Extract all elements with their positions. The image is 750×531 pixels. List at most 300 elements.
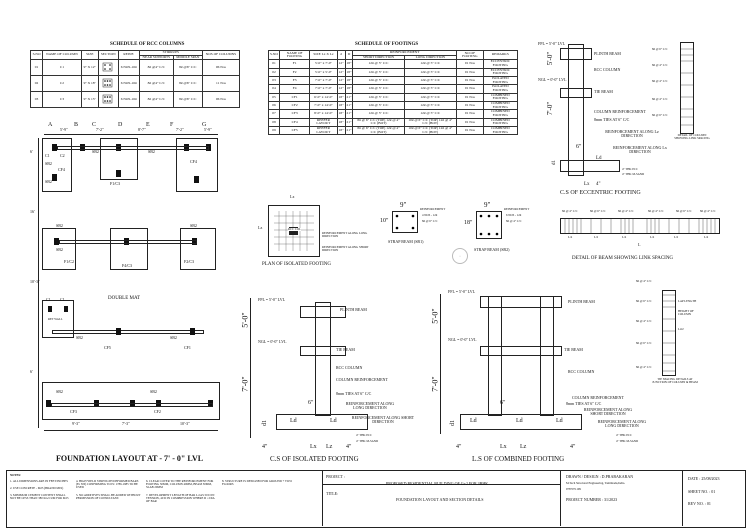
- cell: 7'-0" x 14'-0": [310, 102, 337, 110]
- label-f4c3: F4/C3: [122, 263, 133, 268]
- label-fpl: FPL = 5'-0" LVL: [538, 41, 566, 46]
- table-row: [269, 68, 518, 76]
- cell: COMBINED FOOTING: [483, 110, 517, 118]
- label-ties: 8mm TIES AT 6" C/C: [594, 117, 630, 122]
- cell: 04: [269, 85, 280, 93]
- cell: CF2: [279, 102, 309, 110]
- dimension: d1: [450, 420, 456, 426]
- note-item: 8. STRUCTURE IS DESIGNED FOR GROUND + TWO FLOORS: [222, 479, 292, 486]
- label-plinth-beam: PLINTH BEAM: [594, 51, 621, 56]
- dimension-line: [44, 134, 218, 135]
- cell: 8# @6" C/C: [173, 76, 202, 92]
- label-spacing: 8# @ 4" C/C: [618, 209, 634, 213]
- label-span: L/2: [674, 235, 679, 239]
- label-sand: 4" THK M-SAND: [622, 172, 645, 176]
- label-link-detail: DETAIL OF COLUMN SHOWING LINK SPACING: [674, 133, 710, 140]
- cell: 6 NOS-16#: [118, 76, 139, 92]
- divider: [682, 470, 683, 526]
- grid-letter: G: [202, 122, 207, 128]
- label-cf4: CF4: [58, 167, 65, 172]
- label-cf2: CF2: [154, 409, 161, 414]
- sheet-no: SHEET NO. : 01: [688, 489, 716, 494]
- strap-beam: [51, 403, 213, 407]
- cell: 09: [269, 127, 280, 135]
- tie-beam: [480, 346, 562, 356]
- beam-link-title: DETAIL OF BEAM SHOWING LINK SPACING: [572, 256, 674, 261]
- dimension: d1: [552, 160, 557, 165]
- col-header: D: [345, 51, 353, 60]
- label-c1: C1: [45, 153, 50, 158]
- col-header: SHORT DIRECTION: [353, 55, 404, 60]
- label-reinf-long: REINFORCEMENT ALONG LONG DIRECTION: [322, 231, 368, 238]
- label-length: L: [638, 242, 641, 247]
- dimension: d1: [262, 420, 268, 426]
- cell: 21": [345, 93, 353, 101]
- dimension: 10": [380, 218, 389, 224]
- dimension-line: [38, 138, 39, 428]
- label-ties: 8mm TIES AT 6" C/C: [566, 401, 602, 406]
- dimension: 18": [464, 220, 473, 226]
- cell: F2: [279, 68, 309, 76]
- table-row: [31, 76, 240, 92]
- label-sb2-ties: 8# @ 4" C/C: [506, 219, 522, 223]
- dimension: 5'-0": [546, 51, 555, 66]
- cell: 12# @ 5" C/C: [353, 110, 404, 118]
- dimension: Ld: [330, 418, 337, 424]
- label-reinf-short: REINFORCEMENT ALONG SHORT DIRECTION: [322, 245, 369, 252]
- label-spacing: 8# @ 4" C/C: [636, 319, 652, 323]
- label-reinf-short: REINFORCEMENT ALONG SHORT DIRECTION: [583, 407, 633, 416]
- label-pcc: 4" THK PCC: [356, 433, 373, 437]
- label-reinforcement: REINFORCEMENT: [420, 207, 446, 211]
- strap-beam: [57, 146, 209, 150]
- cell: 7'-0" x 7'-0": [310, 85, 337, 93]
- phone: 9787071199: [566, 487, 581, 491]
- cell: COMBINED FOOTING: [483, 118, 517, 126]
- label-sb2-bars: 6 NOS - 12#: [506, 213, 522, 217]
- cell: F3: [279, 77, 309, 85]
- cell: 21": [345, 127, 353, 135]
- dimension: 5'-0": [240, 312, 250, 328]
- column: [64, 306, 68, 312]
- label-spacing: 8# @ 4" C/C: [652, 79, 668, 83]
- cell: 8# @6" C/C: [173, 92, 202, 108]
- cell: 12": [337, 60, 345, 68]
- eccentric-footing-base: [560, 160, 620, 172]
- label-reinforcement: REINFORCEMENT: [504, 207, 530, 211]
- col-header: LONG DIRECTION: [404, 55, 456, 60]
- cell: 12# @ 5" C/C: [404, 93, 456, 101]
- label-spacing: 8# @ 4" C/C: [636, 279, 652, 283]
- project-number: PROJECT NUMBER : 31/2023: [566, 497, 618, 502]
- cell: 18": [345, 77, 353, 85]
- column: [48, 306, 52, 312]
- col-header: NAME OF COLUMN: [43, 51, 82, 60]
- cell: CF4: [279, 118, 309, 126]
- label-reinf-long: REINFORCEMENT ALONG Lz DIRECTION: [605, 129, 659, 138]
- project-name: PROPOSED RESIDENTIAL BUILDING OF G+2 FOR 3BHK: [386, 481, 489, 486]
- label-span: L/2: [594, 235, 599, 239]
- dimension: 6": [576, 144, 582, 150]
- label-sb2: SB2: [150, 389, 157, 394]
- rev-no: REV NO. : 01: [688, 501, 711, 506]
- cell: 8# @ 6" C/C (TOP) 12# @ 4" C/C (BOT): [353, 127, 404, 135]
- junction-tie-detail: [662, 290, 676, 376]
- cell: 5'-0" x 5'-0": [310, 68, 337, 76]
- cell: 21": [345, 110, 353, 118]
- grid-letter: B: [74, 122, 79, 128]
- col-header: S.NO: [269, 51, 280, 60]
- dimension-line: [250, 298, 251, 438]
- cell: 06 Nos: [202, 92, 239, 108]
- label-spacing: 8# @ 4" C/C: [562, 209, 578, 213]
- column-section-sketch: [98, 60, 118, 76]
- cell: 8# @4" C/C: [139, 76, 173, 92]
- cell: 18": [345, 85, 353, 93]
- col-header: NOS OF COLUMNS: [202, 51, 239, 60]
- dimension: Lx: [290, 194, 295, 199]
- label-spacing: 8# @ 6" C/C: [590, 209, 606, 213]
- label-spacing: 8# @ 6" C/C: [636, 299, 652, 303]
- cell: 01 Nos: [457, 102, 484, 110]
- label-fpl: FPL = 5'-0" LVL: [258, 297, 286, 302]
- watermark-logo: ⌂: [452, 248, 468, 264]
- cell: C1: [43, 60, 82, 76]
- cell: 6 NOS-16#: [118, 92, 139, 108]
- note-item: 7. DEVELOPMENT LENGTH OF BAR Ld AS 50 D IN TENSION, 40 D IN COMPRESSION WHERE D = DIA OF BAR: [146, 493, 215, 503]
- cell: 21": [345, 118, 353, 126]
- label-sand: 4" THK M-SAND: [356, 439, 379, 443]
- footings-title: SCHEDULE OF FOOTINGS: [355, 42, 419, 47]
- grid-letter: D: [118, 122, 123, 128]
- col-header: REINF.: [118, 51, 139, 60]
- label-ngl: NGL = 0'-0" LVL: [258, 339, 287, 344]
- label-ffl: FFL = 5'-0" LVL: [448, 289, 476, 294]
- table-row: [269, 110, 518, 118]
- column: [116, 328, 121, 335]
- cell: 18": [337, 127, 345, 135]
- col-header: SIZE: [81, 51, 98, 60]
- strap-beam: [59, 240, 197, 244]
- cell: 07: [269, 110, 280, 118]
- label-reinf-short: REINFORCEMENT ALONG SHORT DIRECTION: [351, 415, 415, 424]
- table-row: [269, 102, 518, 110]
- grid-letter: C: [92, 122, 97, 128]
- cell: 5'-0" x 7'-0": [310, 60, 337, 68]
- col-header: d: [337, 51, 345, 60]
- eccentric-title: C.S OF ECCENTRIC FOOTING: [560, 190, 641, 196]
- column: [194, 176, 199, 183]
- label-rcc-column: RCC COLUMN: [336, 365, 363, 370]
- column-section-sketch: [98, 92, 118, 108]
- cell: 7'-0" x 7'-0": [310, 77, 337, 85]
- label-ngl: NGL = 0'-0" LVL: [448, 337, 477, 342]
- cell: 02: [31, 76, 43, 92]
- sb1-title: STRAP BEAM (SB1): [388, 239, 424, 244]
- cell: F4: [279, 85, 309, 93]
- cell: 01: [31, 60, 43, 76]
- label-sb1-bars: 4 NOS - 12#: [422, 213, 438, 217]
- cell: ECCENTRIC FOOTING: [483, 68, 517, 76]
- plinth-beam: [560, 48, 592, 60]
- col-header: STIRRUPS: [139, 51, 202, 56]
- label-plinth-beam: PLINTH BEAM: [568, 299, 595, 304]
- qualification: M.Tech Structural Engineering, Tamilnadu,India.: [566, 481, 626, 485]
- beam-elevation: [560, 218, 720, 234]
- strap-beam: [52, 330, 204, 334]
- cell: 01 Nos: [457, 77, 484, 85]
- label-spacing: 8# @ 6" C/C: [652, 47, 668, 51]
- cell: 18": [337, 118, 345, 126]
- label-spacing: 8# @ 4" C/C: [648, 209, 664, 213]
- label-col-reinf: COLUMN REINFORCEMENT: [336, 377, 388, 382]
- drawing-title: FOUNDATION LAYOUT AND SECTION DETAILS: [396, 497, 484, 502]
- cell: 12": [337, 77, 345, 85]
- dimension: 7'-0": [430, 376, 440, 392]
- cell: 01 Nos: [457, 85, 484, 93]
- dimension: Lz: [258, 225, 263, 230]
- notes-title: NOTES:: [10, 473, 22, 477]
- isolated-footing-plan: [268, 205, 320, 257]
- label-tie-beam: TIE BEAM: [564, 347, 583, 352]
- label-spacing: 8# @ 6" C/C: [676, 209, 692, 213]
- cell: CF5: [279, 127, 309, 135]
- cell: 12# @ 5" C/C: [353, 68, 404, 76]
- combined-column-left: [488, 296, 502, 416]
- column: [190, 328, 195, 335]
- cell: 05: [269, 93, 280, 101]
- label-spacing: 8# @ 4" C/C: [700, 209, 716, 213]
- table-row: [31, 92, 240, 108]
- dimension: 4": [570, 444, 576, 450]
- label-pcc: 4" THK PCC: [622, 167, 639, 171]
- cell: 03: [31, 92, 43, 108]
- note-item: 1. ALL DIMENSIONS ARE IN FEET/INCHES: [10, 479, 68, 483]
- cell: CF3: [279, 110, 309, 118]
- cell: 12# @ 5" C/C: [404, 110, 456, 118]
- divider: [322, 470, 323, 526]
- note-item: 6. CLEAR COVER TO THE REINFORCEMENT FOR FOOTING 50MM, COLUMN 40MM, BEAM 30MM, SLAB 20MM: [146, 479, 214, 489]
- dimension: 7'-0": [240, 376, 250, 392]
- column: [52, 174, 57, 181]
- cell: 18": [337, 110, 345, 118]
- rcc-columns-table: [30, 50, 240, 108]
- dimension: 7'-2": [96, 127, 104, 132]
- label-cf5: CF5: [104, 345, 111, 350]
- cell: 12# @ 5" C/C: [404, 68, 456, 76]
- cell: COMBINED FOOTING: [483, 127, 517, 135]
- label-sb1-ties: 8# @ 6" C/C: [422, 219, 438, 223]
- dimension: 10'-3": [30, 279, 40, 284]
- note-item: 4. HIGH YIELD STRENGTH DEFORMED BARS (Fe 500) CONFIRMING TO IS: 1786-1985 TO BE USED: [76, 479, 139, 489]
- rcc-columns-title: SCHEDULE OF RCC COLUMNS: [110, 42, 185, 47]
- note-item: 5. NO ADDITIVES SHALL BE ADDED WITHOUT PERMISSION OF CONSULTANT.: [76, 493, 141, 500]
- cell: 01 Nos: [457, 60, 484, 68]
- dimension: Ld: [290, 418, 297, 424]
- dimension: 4": [262, 444, 268, 450]
- cell: 02: [269, 68, 280, 76]
- cell: 18": [337, 102, 345, 110]
- label-ngl: NGL = 0'-0" LVL: [538, 77, 567, 82]
- dimension: 4": [596, 182, 601, 187]
- cell: 18": [337, 93, 345, 101]
- label-height: HEIGHT OF COLUMN: [678, 309, 694, 316]
- cell: 08: [269, 118, 280, 126]
- cell: 06 Nos: [202, 60, 239, 76]
- dimension: 6': [30, 149, 33, 154]
- cell: COMBINED FOOTING: [483, 93, 517, 101]
- table-row: [269, 77, 518, 85]
- label-span: L/4: [650, 235, 655, 239]
- dimension: 7'-2": [176, 127, 184, 132]
- dimension: 5'-0": [430, 308, 440, 324]
- cell: 21": [345, 102, 353, 110]
- label-reinf-short: REINFORCEMENT ALONG Lx DIRECTION: [613, 145, 667, 154]
- label-reinf-long: REINFORCEMENT ALONG LONG DIRECTION: [597, 419, 647, 428]
- cell: 12# @ 5" C/C: [353, 60, 404, 68]
- label-lap-length: LAP LENGTH: [678, 299, 697, 303]
- dimension: 6": [500, 400, 506, 406]
- label-cf3: CF3: [70, 409, 77, 414]
- label-sand: 4" THK M-SAND: [616, 439, 639, 443]
- foundation-title: FOUNDATION LAYOUT AT - 7' - 0" LVL: [56, 454, 204, 463]
- label-c1: C1: [46, 297, 51, 302]
- label-col-reinf: COLUMN REINFORCEMENT: [594, 109, 646, 114]
- label-cf1: CF1: [184, 345, 191, 350]
- isolated-plan-title: PLAN OF ISOLATED FOOTING: [262, 262, 332, 267]
- dimension: 4": [346, 444, 352, 450]
- dimension: Lz: [326, 444, 333, 450]
- col-header: NEAR SUPPORTS: [139, 55, 173, 60]
- label-sb2: SB2: [190, 223, 197, 228]
- dimension: Ld: [470, 418, 477, 424]
- dimension: Lx: [310, 444, 317, 450]
- label-junction: TIE SPACING DETAILS AT JUNCTION OF COLUMN & BEAM: [652, 377, 698, 384]
- cell: COMBINED FOOTING: [483, 102, 517, 110]
- cell: 06: [269, 102, 280, 110]
- cell: 8# @6" C/C: [173, 60, 202, 76]
- strap-beam-sb1-section: [392, 211, 418, 233]
- col-header: REMARKS: [483, 51, 517, 60]
- dimension: Ld: [516, 418, 523, 424]
- label-sb2: SB2: [92, 149, 99, 154]
- label-f1c2: F1/C2: [64, 259, 75, 264]
- label-cf4: CF4: [190, 159, 197, 164]
- cell: 01 Nos: [457, 118, 484, 126]
- cell: C3: [43, 92, 82, 108]
- footings-table: [268, 50, 518, 135]
- label-plinth-beam: PLINTH BEAM: [340, 307, 367, 312]
- cell: 12# @ 5" C/C: [353, 102, 404, 110]
- cell: 12# @ 5" C/C: [353, 85, 404, 93]
- label-col-reinf: COLUMN REINFORCEMENT: [572, 395, 624, 400]
- dimension: 10'-3": [180, 421, 190, 426]
- label-rcc-column: RCC COLUMN: [568, 369, 595, 374]
- dimension: Ld: [596, 156, 602, 161]
- table-row: [269, 93, 518, 101]
- cs-isolated-title: C.S OF ISOLATED FOOTING: [270, 455, 359, 463]
- eccentric-column: [568, 44, 584, 176]
- label-spacing: 8# @ 4" C/C: [652, 63, 668, 67]
- col-header: REINFORCEMENT: [353, 51, 457, 56]
- grid-letter: F: [170, 122, 174, 128]
- dimension: 7'-0": [546, 101, 555, 116]
- label-span: L/4: [622, 235, 627, 239]
- table-row: [269, 127, 518, 135]
- cell: 01: [269, 60, 280, 68]
- date: DATE : 25/08/2023: [688, 476, 720, 481]
- cell: 9" X 12": [81, 60, 98, 76]
- cell: 6'-0" x 14'-0": [310, 93, 337, 101]
- grid-letter: A: [48, 122, 53, 128]
- cell: F1: [279, 60, 309, 68]
- grid-letter: E: [146, 122, 150, 128]
- cell: 03: [269, 77, 280, 85]
- cell: 01 Nos: [457, 93, 484, 101]
- label-rcc-col: RCC COL: [288, 227, 301, 231]
- label-double-mat: DOUBLE MAT: [108, 296, 141, 301]
- note-item: 3. MINIMUM CEMENT CONTENT SHALL NOT BE LESS THAN 380 KG/CUM FOR M25: [10, 493, 69, 500]
- project-label: PROJECT :: [326, 474, 345, 479]
- cell: 8# @ 6" C/C (TOP) 12# @ 4" C/C (BOT): [353, 118, 404, 126]
- cell: 12# @ 5" C/C: [353, 77, 404, 85]
- cell: 12": [337, 85, 345, 93]
- dimension: Ld: [556, 418, 563, 424]
- cell: 12# @ 5" C/C: [404, 85, 456, 93]
- cell: ECCENTRIC FOOTING: [483, 60, 517, 68]
- isolated-column: [315, 302, 331, 416]
- dimension: 5'-9": [204, 127, 212, 132]
- table-row: [31, 60, 240, 76]
- cell: 8# @4" C/C: [139, 92, 173, 108]
- note-item: 2. USE CONCRETE - M25 (BRAND MIX): [10, 486, 64, 490]
- col-header: SIZE Lx X Lz: [310, 51, 337, 60]
- cell: 18": [345, 60, 353, 68]
- dimension: 16': [30, 209, 35, 214]
- column: [116, 170, 121, 177]
- drawn-by: DRAWN / DESIGN : D.PRABAKARAN: [566, 474, 634, 479]
- label-span: L/4: [568, 235, 573, 239]
- cell: 01 Nos: [457, 127, 484, 135]
- tie-beam: [560, 88, 592, 98]
- label-sb2: SB2: [56, 223, 63, 228]
- dimension: 6": [308, 400, 314, 406]
- cell: 10# @ 6" C/C (TOP) 12# @ 4" C/C (BOT): [404, 118, 456, 126]
- label-tie-beam: TIE BEAM: [336, 347, 355, 352]
- label-tie-beam: TIE BEAM: [594, 89, 613, 94]
- label-f1c3: F1/C3: [110, 181, 121, 186]
- title-label: TITLE:: [326, 491, 339, 496]
- cell: ISOLATED FOOTING: [483, 85, 517, 93]
- table-row: [269, 85, 518, 93]
- divider: [560, 470, 561, 526]
- label-sb2: SB2: [45, 161, 52, 166]
- label-reinf-long: REINFORCEMENT ALONG LONG DIRECTION: [345, 401, 395, 410]
- label-ret-wall: RET WALL: [48, 317, 63, 321]
- dimension: 9": [400, 201, 407, 209]
- cell: 18": [345, 68, 353, 76]
- cell: 12": [337, 68, 345, 76]
- dimension: 7'-3": [122, 421, 130, 426]
- cell: 01 Nos: [457, 68, 484, 76]
- label-spacing: 8# @ 4" C/C: [652, 97, 668, 101]
- label-ties: 8mm TIES AT 6" C/C: [336, 391, 372, 396]
- dimension: 4": [456, 444, 462, 450]
- dimension: 8'-7": [138, 127, 146, 132]
- cell: 12# @ 5" C/C: [353, 93, 404, 101]
- label-sb2: SB2: [148, 149, 155, 154]
- dimension: Lx: [500, 444, 507, 450]
